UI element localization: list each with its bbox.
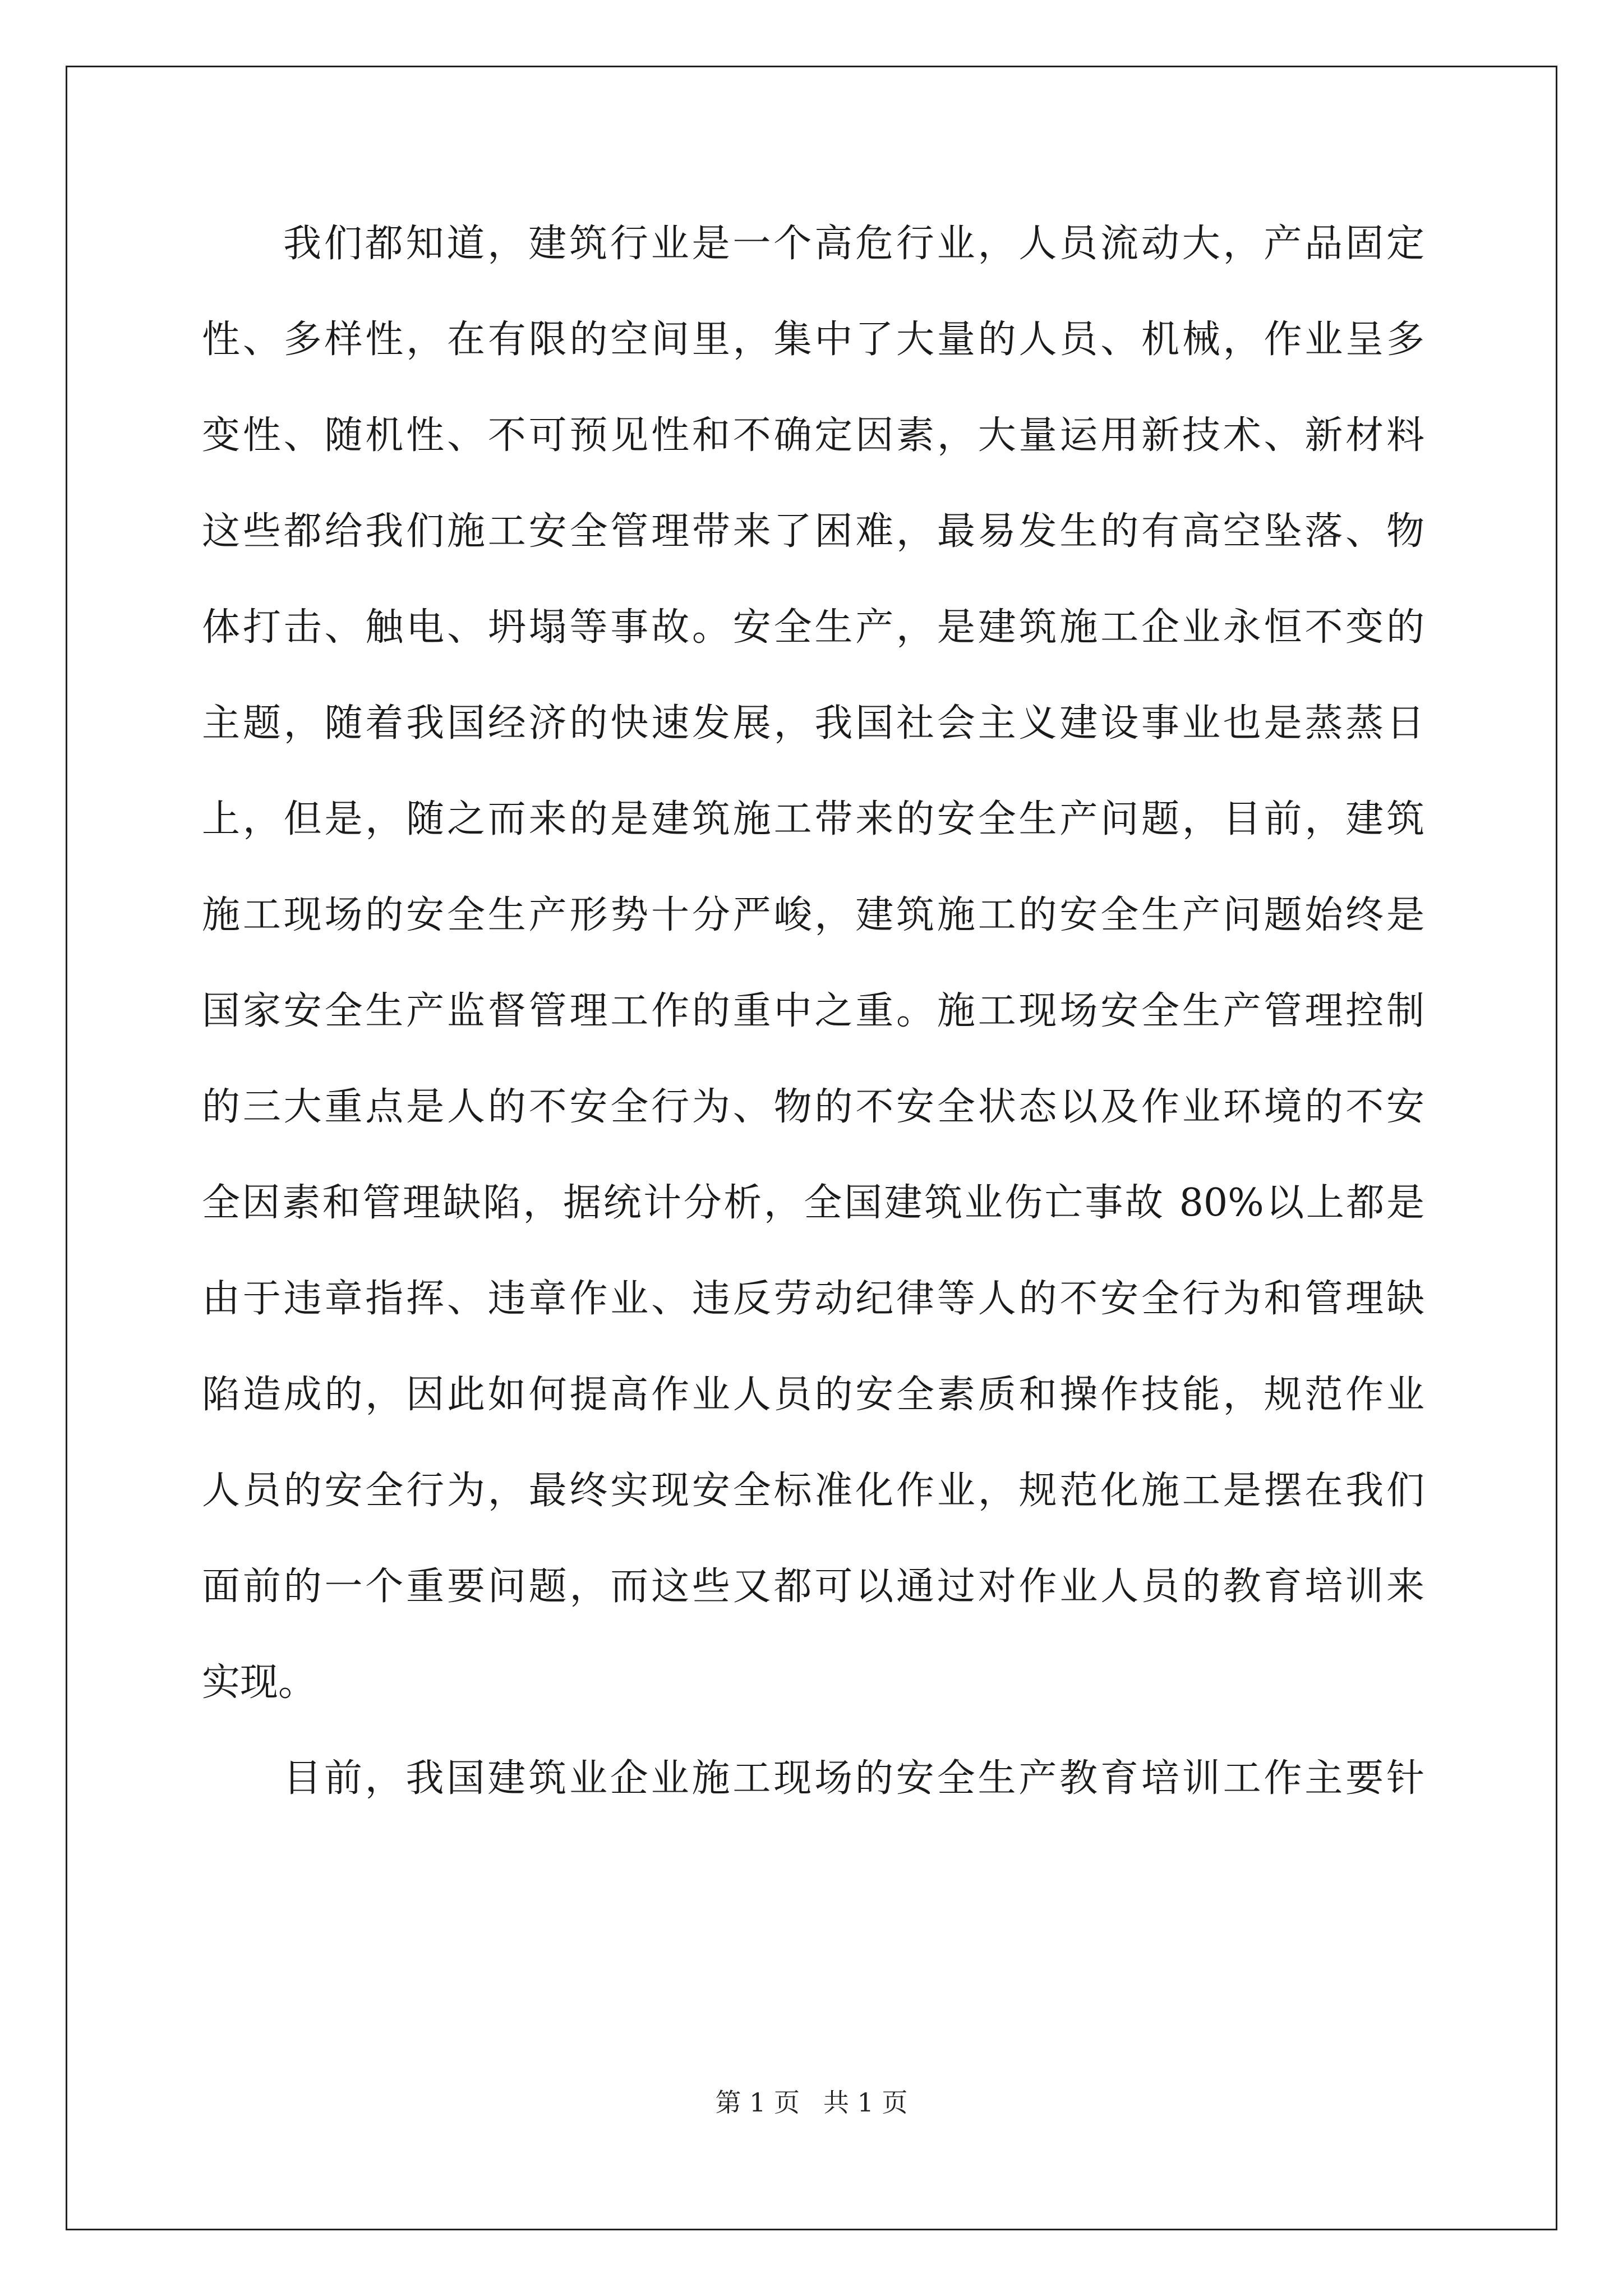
text-line: 上，但是，随之而来的是建筑施工带来的安全生产问题，目前，建筑	[202, 797, 1424, 841]
text-line: 施工现场的安全生产形势十分严峻，建筑施工的安全生产问题始终是	[202, 893, 1424, 937]
page-number: 第 1 页	[715, 2087, 800, 2118]
paragraph-1-line	[202, 408, 1424, 504]
document-body	[202, 216, 1424, 1847]
paragraph-1-line	[202, 1463, 1424, 1559]
text-line: 由于违章指挥、违章作业、违反劳动纪律等人的不安全行为和管理缺	[202, 1277, 1424, 1321]
text-line: 人员的安全行为，最终实现安全标准化作业，规范化施工是摆在我们	[202, 1469, 1424, 1513]
paragraph-1-line	[202, 216, 1424, 312]
text-line: 面前的一个重要问题，而这些又都可以通过对作业人员的教育培训来	[202, 1565, 1424, 1609]
paragraph-1-last-line	[202, 1655, 1424, 1751]
text-line: 全因素和管理缺陷，据统计分析，全国建筑业伤亡事故 80%以上都是	[202, 1181, 1424, 1225]
page-total: 共 1 页	[823, 2087, 908, 2118]
page-footer	[0, 2086, 1623, 2119]
paragraph-1-line	[202, 504, 1424, 600]
paragraph-1-line	[202, 312, 1424, 408]
text-line: 实现。	[202, 1660, 317, 1705]
paragraph-1-line	[202, 696, 1424, 792]
paragraph-1-line	[202, 983, 1424, 1079]
text-line: 我们都知道，建筑行业是一个高危行业，人员流动大，产品固定	[283, 222, 1424, 266]
paragraph-1-line	[202, 1271, 1424, 1367]
text-line: 性、多样性，在有限的空间里，集中了大量的人员、机械，作业呈多	[202, 318, 1424, 362]
text-line: 的三大重点是人的不安全行为、物的不安全状态以及作业环境的不安	[202, 1085, 1424, 1129]
text-line: 这些都给我们施工安全管理带来了困难，最易发生的有高空坠落、物	[202, 509, 1424, 554]
text-line: 变性、随机性、不可预见性和不确定因素，大量运用新技术、新材料	[202, 413, 1424, 458]
text-line: 体打击、触电、坍塌等事故。安全生产，是建筑施工企业永恒不变的	[202, 605, 1424, 650]
paragraph-1-line	[202, 600, 1424, 696]
text-line: 陷造成的，因此如何提高作业人员的安全素质和操作技能，规范作业	[202, 1373, 1424, 1417]
paragraph-1-line	[202, 1079, 1424, 1175]
paragraph-2-line	[202, 1751, 1424, 1847]
paragraph-1-line	[202, 792, 1424, 887]
paragraph-1-line	[202, 1367, 1424, 1463]
paragraph-1-line	[202, 1175, 1424, 1271]
text-line: 国家安全生产监督管理工作的重中之重。施工现场安全生产管理控制	[202, 989, 1424, 1033]
text-line: 目前，我国建筑业企业施工现场的安全生产教育培训工作主要针	[283, 1756, 1424, 1801]
text-line: 主题，随着我国经济的快速发展，我国社会主义建设事业也是蒸蒸日	[202, 701, 1424, 746]
paragraph-1-line	[202, 887, 1424, 983]
paragraph-1-line	[202, 1559, 1424, 1655]
